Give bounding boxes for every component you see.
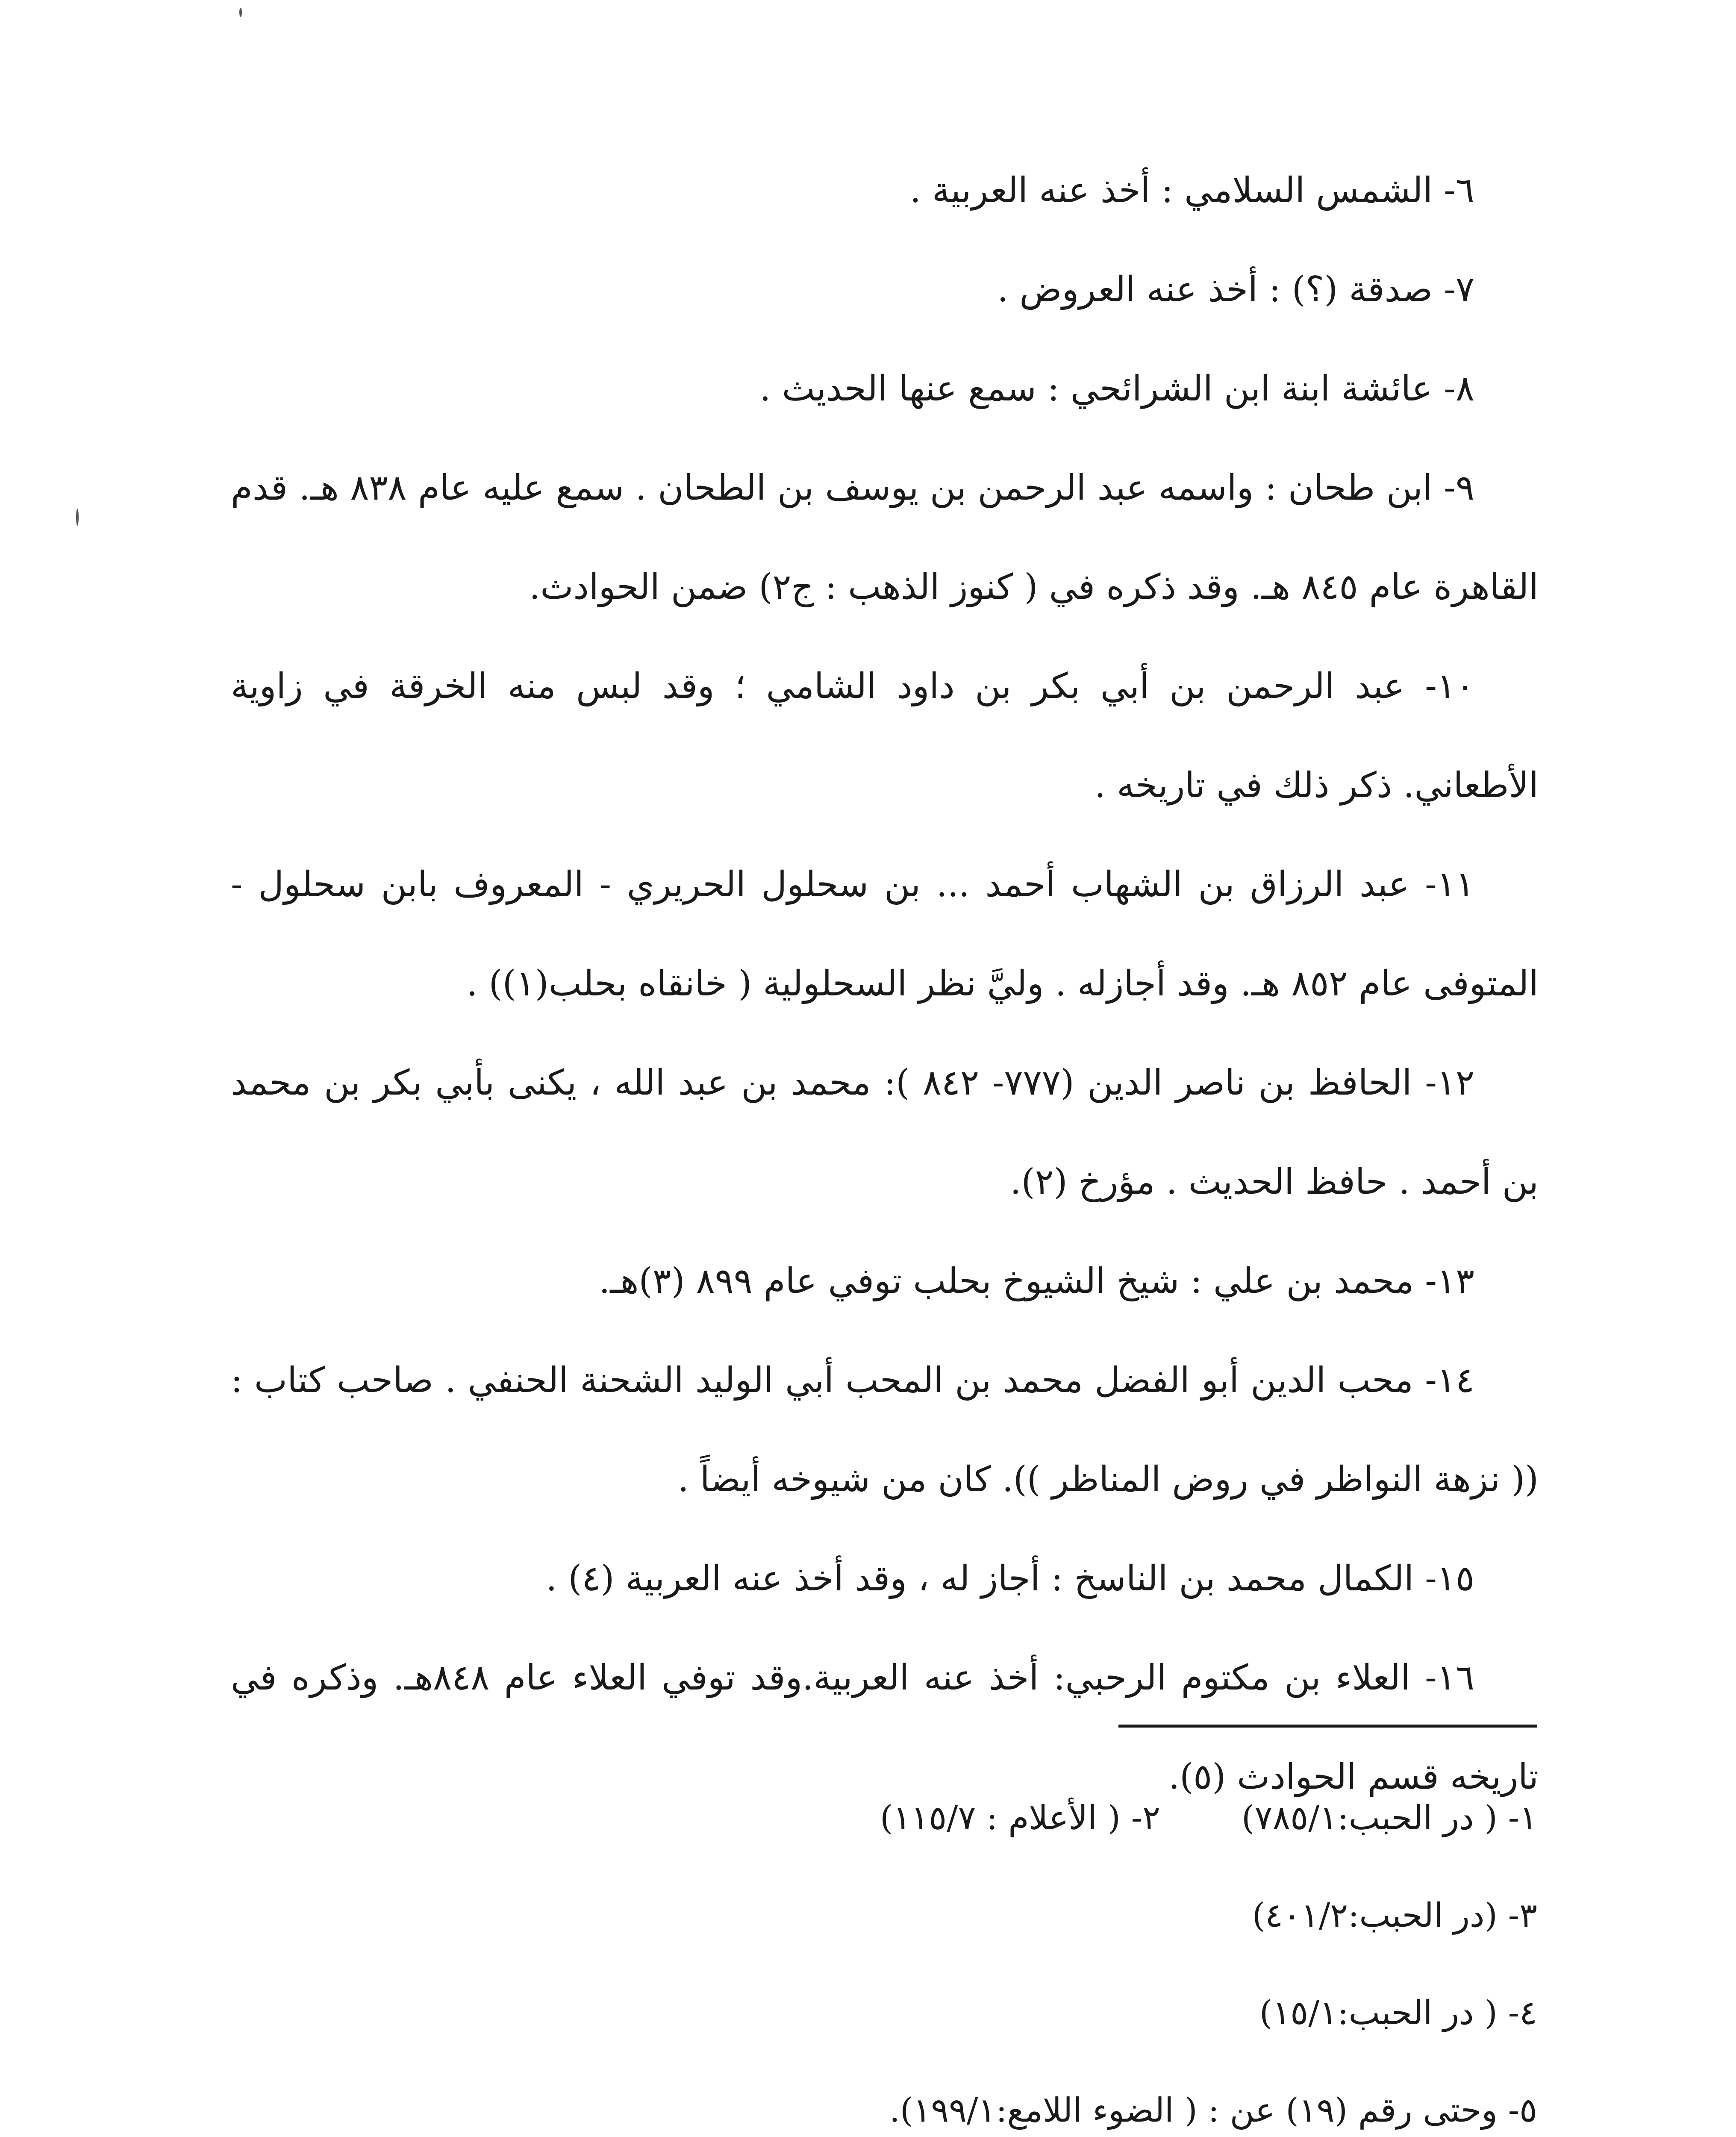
footnotes xyxy=(341,1769,1537,2137)
entry-line: محمد بن أحمد . حافظ الحديث . مؤرخ (٢). xyxy=(231,1063,1539,1202)
entry-line: ١٠- عبد الرحمن بن أبي بكر بن داود الشامي ؛ وقد لبس منه الخرقة في زاوية xyxy=(231,666,1474,706)
footnote-5: ٥- وحتى رقم (١٩) عن : ( الضوء اللامع:١٩٩/١). xyxy=(889,2091,1537,2130)
entry-8 xyxy=(231,339,1539,439)
entry-line: في تاريخه قسم الحوادث (٥). xyxy=(231,1657,1539,1797)
entry-15 xyxy=(231,1529,1539,1628)
entry-line: قدم القاهرة عام ٨٤٥ هـ. وقد ذكره في ( كنوز الذهب : ج٢) ضمن الحوادث. xyxy=(231,468,1539,607)
entry-line: ١٥- الكمال محمد بن الناسخ : أجاز له ، وقد أخذ عنه العربية (٤) . xyxy=(546,1558,1474,1599)
entry-line: ١٤- محب الدين أبو الفضل محمد بن المحب أبي الوليد الشحنة الحنفي . صاحب كتاب xyxy=(254,1360,1474,1401)
entry-line: ١٢- الحافظ بن ناصر الدين (٧٧٧- ٨٤٢ ): محمد بن عبد الله ، يكنى بأبي بكر بن xyxy=(324,1063,1474,1103)
entry-line: ٧- صدقة (؟) : أخذ عنه العروض . xyxy=(997,269,1474,310)
entry-line: ٦- الشمس السلامي : أخذ عنه العربية . xyxy=(909,170,1474,211)
entry-line: ٩- ابن طحان : واسمه عبد الرحمن بن يوسف بن الطحان . سمع عليه عام ٨٣٨ هـ. xyxy=(299,468,1474,508)
footnote-4: ٤- ( در الحبب:١٥/١) xyxy=(1259,1994,1537,2032)
entry-13 xyxy=(231,1232,1539,1331)
entry-line: ١٣- محمد بن علي : شيخ الشيوخ بحلب توفي عام ٨٩٩ (٣)هـ. xyxy=(599,1261,1474,1301)
entry-line: ٨- عائشة ابنة ابن الشرائحي : سمع عنها الحديث . xyxy=(759,368,1474,409)
entry-7 xyxy=(231,240,1539,339)
main-text xyxy=(231,141,1539,1827)
entry-6 xyxy=(231,141,1539,240)
entry-12 xyxy=(231,1033,1539,1232)
entry-line: ١٦- العلاء بن مكتوم الرحبي: أخذ عنه العربية.وقد توفي العلاء عام ٨٤٨هـ. وذكره xyxy=(291,1657,1474,1698)
entry-10 xyxy=(231,637,1539,835)
entry-11 xyxy=(231,835,1539,1033)
footnote-1: ١- ( در الحبب:٧٨٥/١) xyxy=(1242,1799,1537,1837)
footnote-2: ٢- ( الأعلام : ١١٥/٧) xyxy=(880,1799,1161,1837)
entry-line: - المتوفى عام ٨٥٢ هـ. وقد أجازله . وليَّ نظر السحلولية ( خانقاه بحلب(١)) . xyxy=(231,864,1539,1004)
entry-9 xyxy=(231,439,1539,637)
footnote-divider xyxy=(1118,1725,1537,1728)
scan-speck xyxy=(76,509,79,526)
entry-14 xyxy=(231,1331,1539,1529)
entry-line: ١١- عبد الرزاق بن الشهاب أحمد ... بن سحلول الحريري - المعروف بابن سحلول xyxy=(258,864,1474,905)
entry-line: :(( نزهة النواظر في روض المناظر )). كان من شيوخه أيضاً . xyxy=(231,1360,1539,1500)
footnote-3: ٣- (در الحبب:٤٠١/٢) xyxy=(1252,1896,1537,1935)
footnote-row-1 xyxy=(341,1769,1537,1867)
entry-line: الأطعاني. ذكر ذلك في تاريخه . xyxy=(1094,765,1539,806)
scan-speck xyxy=(239,8,242,17)
